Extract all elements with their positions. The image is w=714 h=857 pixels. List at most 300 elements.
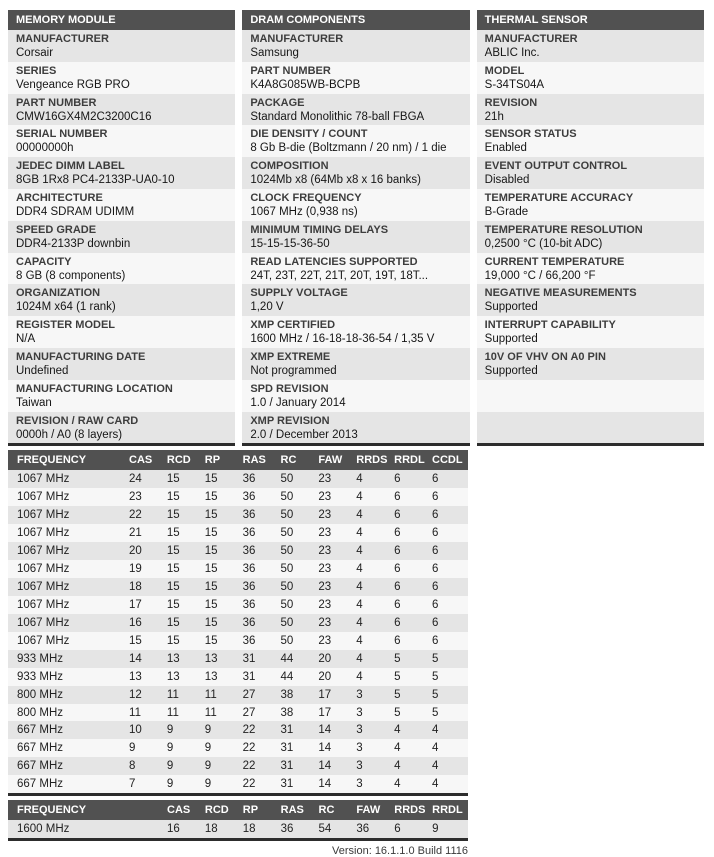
field-value: 1,20 V (250, 301, 284, 314)
cell-faw: 23 (316, 578, 354, 596)
field-label: SPEED GRADE (16, 223, 97, 236)
col-header-rcd: RCD (165, 450, 203, 470)
info-panels (8, 10, 704, 446)
cell-rcd: 15 (165, 470, 203, 488)
table-row (8, 721, 468, 739)
field-spd-revision (242, 380, 469, 412)
cell-rrds: 3 (354, 704, 392, 722)
field-label: DIE DENSITY / COUNT (250, 128, 368, 141)
field-read-latencies-supported (242, 253, 469, 285)
version-label: Version: 16.1.1.0 Build 1116 (332, 845, 468, 857)
cell-rp: 15 (203, 470, 241, 488)
cell-rc: 44 (279, 650, 317, 668)
cell-rp: 15 (203, 614, 241, 632)
cell-ccdl: 6 (430, 506, 468, 524)
cell-rrds: 3 (354, 775, 392, 794)
field-label: MANUFACTURER (484, 33, 578, 45)
cell-rrdl: 6 (392, 506, 430, 524)
cell-rp: 9 (203, 739, 241, 757)
cell-rrds: 6 (392, 820, 430, 839)
xmp-timing-table (8, 800, 468, 841)
cell-rp: 15 (203, 596, 241, 614)
cell-frequency: 1067 MHz (8, 560, 127, 578)
field-clock-frequency (242, 189, 469, 221)
cell-rrdl: 5 (392, 650, 430, 668)
field-negative-measurements (477, 284, 704, 316)
table-row (8, 596, 468, 614)
col-header-faw: FAW (316, 450, 354, 470)
field-label: REVISION (484, 96, 538, 109)
cell-rcd: 9 (165, 721, 203, 739)
cell-ras: 22 (241, 775, 279, 794)
table-row (8, 686, 468, 704)
cell-rcd: 11 (165, 704, 203, 722)
field-part-number (242, 62, 469, 94)
cell-cas: 11 (127, 704, 165, 722)
col-header-rrdl: RRDL (430, 800, 468, 820)
cell-rrds: 4 (354, 524, 392, 542)
field-value: 0,2500 °C (10-bit ADC) (484, 237, 603, 250)
cell-ras: 22 (241, 721, 279, 739)
cell-ras: 27 (241, 704, 279, 722)
field-value: Disabled (484, 174, 530, 187)
cell-cas: 12 (127, 686, 165, 704)
cell-rrds: 4 (354, 488, 392, 506)
cell-frequency: 1067 MHz (8, 506, 127, 524)
cell-ccdl: 5 (430, 686, 468, 704)
field-jedec-dimm-label (8, 157, 235, 189)
cell-rc: 38 (279, 686, 317, 704)
field-label: CURRENT TEMPERATURE (484, 255, 625, 268)
field-package (242, 94, 469, 126)
field-value: Supported (484, 333, 538, 346)
col-header-rrds: RRDS (392, 800, 430, 820)
cell-faw: 23 (316, 596, 354, 614)
cell-ccdl: 4 (430, 757, 468, 775)
field-value: 2.0 / December 2013 (250, 428, 358, 441)
table-row (8, 542, 468, 560)
table-row (8, 488, 468, 506)
jedec-timing-section (8, 450, 704, 796)
col-header-rc: RC (279, 450, 317, 470)
field-label: COMPOSITION (250, 160, 329, 173)
cell-rc: 50 (279, 614, 317, 632)
cell-rrdl: 6 (392, 578, 430, 596)
col-header-rc: RC (317, 800, 355, 820)
panel-title: DRAM COMPONENTS (242, 10, 469, 30)
cell-cas: 23 (127, 488, 165, 506)
field-revision (477, 94, 704, 126)
cell-rrdl: 5 (392, 668, 430, 686)
cell-faw: 23 (316, 632, 354, 650)
cell-ras: 36 (241, 488, 279, 506)
field-label: CAPACITY (16, 255, 72, 268)
cell-rc: 38 (279, 704, 317, 722)
col-header-cas: CAS (165, 800, 203, 820)
cell-ccdl: 4 (430, 739, 468, 757)
table-row (8, 560, 468, 578)
field-composition (242, 157, 469, 189)
col-header-rp: RP (241, 800, 279, 820)
cell-rcd: 15 (165, 488, 203, 506)
cell-ras: 36 (279, 820, 317, 839)
field-value: Not programmed (250, 364, 337, 377)
cell-frequency: 1067 MHz (8, 524, 127, 542)
cell-rcd: 13 (165, 668, 203, 686)
field-label: REGISTER MODEL (16, 319, 116, 332)
cell-rrds: 4 (354, 632, 392, 650)
cell-rcd: 18 (203, 820, 241, 839)
field-manufacturing-date (8, 348, 235, 380)
table-row (8, 820, 468, 839)
field-manufacturer (477, 30, 704, 62)
cell-rp: 18 (241, 820, 279, 839)
cell-faw: 17 (316, 704, 354, 722)
cell-faw: 23 (316, 506, 354, 524)
table-header-row (8, 450, 468, 470)
cell-rp: 15 (203, 542, 241, 560)
cell-rrds: 4 (354, 650, 392, 668)
cell-rcd: 15 (165, 596, 203, 614)
cell-ras: 27 (241, 686, 279, 704)
cell-ras: 31 (241, 668, 279, 686)
field-xmp-extreme (242, 348, 469, 380)
cell-rc: 54 (317, 820, 355, 839)
cell-faw: 14 (316, 739, 354, 757)
cell-rrds: 4 (354, 560, 392, 578)
cell-rrdl: 5 (392, 686, 430, 704)
field-value: Supported (484, 364, 538, 377)
cell-cas: 10 (127, 721, 165, 739)
cell-ras: 22 (241, 739, 279, 757)
field-label: ARCHITECTURE (16, 191, 103, 204)
cell-rrdl: 4 (392, 721, 430, 739)
field-supply-voltage (242, 284, 469, 316)
cell-faw: 23 (316, 560, 354, 578)
cell-ras: 36 (241, 560, 279, 578)
field-interrupt-capability (477, 316, 704, 348)
field-label: READ LATENCIES SUPPORTED (250, 255, 418, 268)
field-value: 1067 MHz (0,938 ns) (250, 205, 358, 218)
field-label: INTERRUPT CAPABILITY (484, 319, 616, 332)
field-label: REVISION / RAW CARD (16, 414, 139, 427)
cell-faw: 23 (316, 524, 354, 542)
field-value: Samsung (250, 47, 299, 59)
cell-cas: 16 (127, 614, 165, 632)
cell-frequency: 933 MHz (8, 668, 127, 686)
field-value: ABLIC Inc. (484, 47, 540, 59)
field-value: 1600 MHz / 16-18-18-36-54 / 1,35 V (250, 333, 435, 346)
cell-cas: 7 (127, 775, 165, 794)
field-label: PACKAGE (250, 96, 305, 109)
cell-cas: 18 (127, 578, 165, 596)
cell-rcd: 13 (165, 650, 203, 668)
cell-frequency: 1067 MHz (8, 542, 127, 560)
cell-faw: 23 (316, 488, 354, 506)
cell-cas: 21 (127, 524, 165, 542)
cell-rcd: 15 (165, 614, 203, 632)
cell-rrdl: 4 (392, 739, 430, 757)
cell-rrds: 4 (354, 470, 392, 488)
cell-rcd: 9 (165, 739, 203, 757)
field-revision-raw-card (8, 412, 235, 444)
cell-frequency: 1067 MHz (8, 488, 127, 506)
field-label: CLOCK FREQUENCY (250, 191, 362, 204)
cell-frequency: 667 MHz (8, 739, 127, 757)
cell-rp: 15 (203, 506, 241, 524)
field-label: SPD REVISION (250, 382, 329, 395)
cell-rrdl: 5 (392, 704, 430, 722)
field-label: XMP CERTIFIED (250, 319, 336, 332)
field-value: DDR4-2133P downbin (16, 237, 131, 250)
cell-frequency: 1067 MHz (8, 596, 127, 614)
table-row (8, 739, 468, 757)
cell-rc: 50 (279, 470, 317, 488)
cell-ccdl: 6 (430, 614, 468, 632)
cell-rrdl: 6 (392, 560, 430, 578)
cell-ras: 31 (241, 650, 279, 668)
field-value: 24T, 23T, 22T, 21T, 20T, 19T, 18T... (250, 269, 429, 282)
cell-rc: 31 (279, 775, 317, 794)
cell-rrdl: 4 (392, 757, 430, 775)
field-label: MANUFACTURER (250, 33, 344, 45)
cell-cas: 15 (127, 632, 165, 650)
col-header-rrds: RRDS (354, 450, 392, 470)
field-label: SERIES (16, 64, 57, 77)
field-value: N/A (16, 333, 36, 346)
cell-rc: 50 (279, 506, 317, 524)
field-label: XMP EXTREME (250, 350, 331, 363)
cell-cas: 17 (127, 596, 165, 614)
table-row (8, 775, 468, 794)
field-label: SERIAL NUMBER (16, 128, 108, 141)
cell-faw: 20 (316, 668, 354, 686)
field-label: MINIMUM TIMING DELAYS (250, 223, 389, 236)
panel-memory-module (8, 10, 235, 446)
cell-ccdl: 6 (430, 578, 468, 596)
cell-rc: 31 (279, 721, 317, 739)
cell-rrdl: 6 (392, 596, 430, 614)
cell-ras: 36 (241, 542, 279, 560)
cell-rp: 9 (203, 757, 241, 775)
cell-rc: 50 (279, 596, 317, 614)
cell-rrds: 3 (354, 686, 392, 704)
field-value: Enabled (484, 142, 527, 155)
field-organization (8, 284, 235, 316)
cell-rrds: 3 (354, 757, 392, 775)
cell-ras: 36 (241, 614, 279, 632)
cell-rc: 44 (279, 668, 317, 686)
cell-cas: 13 (127, 668, 165, 686)
cell-rrds: 4 (354, 668, 392, 686)
cell-rp: 11 (203, 704, 241, 722)
cell-faw: 14 (316, 775, 354, 794)
field-value: Taiwan (16, 396, 52, 409)
field-current-temperature (477, 253, 704, 285)
field-manufacturing-location (8, 380, 235, 412)
cell-rp: 15 (203, 632, 241, 650)
cell-rc: 50 (279, 524, 317, 542)
field-label: EVENT OUTPUT CONTROL (484, 160, 628, 173)
field-sensor-status (477, 125, 704, 157)
jedec-timing-table (8, 450, 468, 796)
table-row (8, 614, 468, 632)
cell-rrdl: 9 (430, 820, 468, 839)
field-label: MANUFACTURING DATE (16, 350, 146, 363)
field-label: TEMPERATURE ACCURACY (484, 191, 634, 204)
field-label: XMP REVISION (250, 414, 330, 427)
xmp-timing-section (8, 800, 704, 841)
table-row (8, 470, 468, 488)
cell-cas: 20 (127, 542, 165, 560)
field-manufacturer (8, 30, 235, 62)
cell-frequency: 667 MHz (8, 757, 127, 775)
cell-rcd: 11 (165, 686, 203, 704)
field-value: Undefined (16, 364, 69, 377)
field-label: NEGATIVE MEASUREMENTS (484, 287, 637, 300)
cell-rrdl: 6 (392, 632, 430, 650)
field-event-output-control (477, 157, 704, 189)
field-value: Corsair (16, 47, 54, 59)
cell-ras: 22 (241, 757, 279, 775)
table-row (8, 757, 468, 775)
field-value: 19,000 °C / 66,200 °F (484, 269, 596, 282)
col-header-ras: RAS (279, 800, 317, 820)
cell-ras: 36 (241, 506, 279, 524)
cell-ccdl: 6 (430, 632, 468, 650)
table-row (8, 632, 468, 650)
field-label: PART NUMBER (250, 64, 331, 77)
field-value: 00000000h (16, 142, 74, 155)
cell-faw: 23 (316, 614, 354, 632)
cell-cas: 9 (127, 739, 165, 757)
cell-rcd: 15 (165, 560, 203, 578)
field-empty (477, 412, 704, 444)
cell-faw: 14 (316, 721, 354, 739)
field-series (8, 62, 235, 94)
cell-cas: 22 (127, 506, 165, 524)
cell-ccdl: 5 (430, 650, 468, 668)
cell-ccdl: 5 (430, 704, 468, 722)
field-value: S-34TS04A (484, 78, 545, 91)
cell-ccdl: 5 (430, 668, 468, 686)
field-value: B-Grade (484, 205, 529, 218)
field-capacity (8, 253, 235, 285)
field-value: Supported (484, 301, 538, 314)
field-value: Standard Monolithic 78-ball FBGA (250, 110, 425, 123)
panel-dram-components (242, 10, 469, 446)
cell-faw: 14 (316, 757, 354, 775)
cell-rrds: 4 (354, 596, 392, 614)
cell-rp: 13 (203, 668, 241, 686)
field-label: MODEL (484, 64, 525, 77)
cell-ccdl: 4 (430, 775, 468, 794)
cell-rcd: 15 (165, 524, 203, 542)
cell-rcd: 15 (165, 632, 203, 650)
cell-rc: 31 (279, 739, 317, 757)
field-temperature-resolution (477, 221, 704, 253)
field-die-density-count (242, 125, 469, 157)
cell-rc: 31 (279, 757, 317, 775)
field-value: 15-15-15-36-50 (250, 237, 330, 250)
cell-rp: 15 (203, 578, 241, 596)
cell-rc: 50 (279, 542, 317, 560)
cell-rrds: 3 (354, 739, 392, 757)
cell-rp: 15 (203, 524, 241, 542)
cell-cas: 14 (127, 650, 165, 668)
field-label: JEDEC DIMM LABEL (16, 160, 125, 173)
cell-rp: 9 (203, 775, 241, 794)
cell-ccdl: 6 (430, 542, 468, 560)
cell-rcd: 15 (165, 506, 203, 524)
col-header-ccdl: CCDL (430, 450, 468, 470)
field-empty (477, 380, 704, 412)
cell-faw: 17 (316, 686, 354, 704)
cell-faw: 20 (316, 650, 354, 668)
field-10v-of-vhv-on-a0-pin (477, 348, 704, 380)
cell-frequency: 800 MHz (8, 686, 127, 704)
panel-title: MEMORY MODULE (8, 10, 235, 30)
cell-frequency: 800 MHz (8, 704, 127, 722)
cell-rrdl: 6 (392, 470, 430, 488)
cell-rrdl: 6 (392, 524, 430, 542)
cell-ccdl: 6 (430, 596, 468, 614)
field-xmp-certified (242, 316, 469, 348)
cell-cas: 16 (165, 820, 203, 839)
cell-rc: 50 (279, 488, 317, 506)
col-header-frequency: FREQUENCY (8, 800, 165, 820)
cell-rp: 15 (203, 488, 241, 506)
table-row (8, 704, 468, 722)
cell-rrds: 4 (354, 578, 392, 596)
cell-ras: 36 (241, 596, 279, 614)
field-label: MANUFACTURER (16, 33, 109, 45)
cell-cas: 24 (127, 470, 165, 488)
field-label: TEMPERATURE RESOLUTION (484, 223, 643, 236)
table-row (8, 578, 468, 596)
cell-frequency: 1067 MHz (8, 632, 127, 650)
field-minimum-timing-delays (242, 221, 469, 253)
col-header-cas: CAS (127, 450, 165, 470)
field-serial-number (8, 125, 235, 157)
cell-frequency: 1067 MHz (8, 470, 127, 488)
field-value: 21h (484, 110, 504, 123)
field-label: SUPPLY VOLTAGE (250, 287, 348, 300)
cell-rc: 50 (279, 578, 317, 596)
field-speed-grade (8, 221, 235, 253)
cell-rp: 13 (203, 650, 241, 668)
cell-rrdl: 6 (392, 542, 430, 560)
field-value: 1024Mb x8 (64Mb x8 x 16 banks) (250, 174, 422, 187)
cell-rrdl: 6 (392, 614, 430, 632)
cell-rcd: 9 (165, 757, 203, 775)
panel-title: THERMAL SENSOR (477, 10, 704, 30)
cell-ras: 36 (241, 632, 279, 650)
field-value: 8 Gb B-die (Boltzmann / 20 nm) / 1 die (250, 142, 447, 155)
cell-rrds: 4 (354, 542, 392, 560)
cell-rrdl: 4 (392, 775, 430, 794)
field-temperature-accuracy (477, 189, 704, 221)
field-value: 8 GB (8 components) (16, 269, 126, 282)
cell-ras: 36 (241, 524, 279, 542)
field-value: 1.0 / January 2014 (250, 396, 346, 409)
cell-rp: 11 (203, 686, 241, 704)
cell-rp: 9 (203, 721, 241, 739)
col-header-rcd: RCD (203, 800, 241, 820)
cell-rc: 50 (279, 560, 317, 578)
cell-frequency: 933 MHz (8, 650, 127, 668)
table-row (8, 524, 468, 542)
